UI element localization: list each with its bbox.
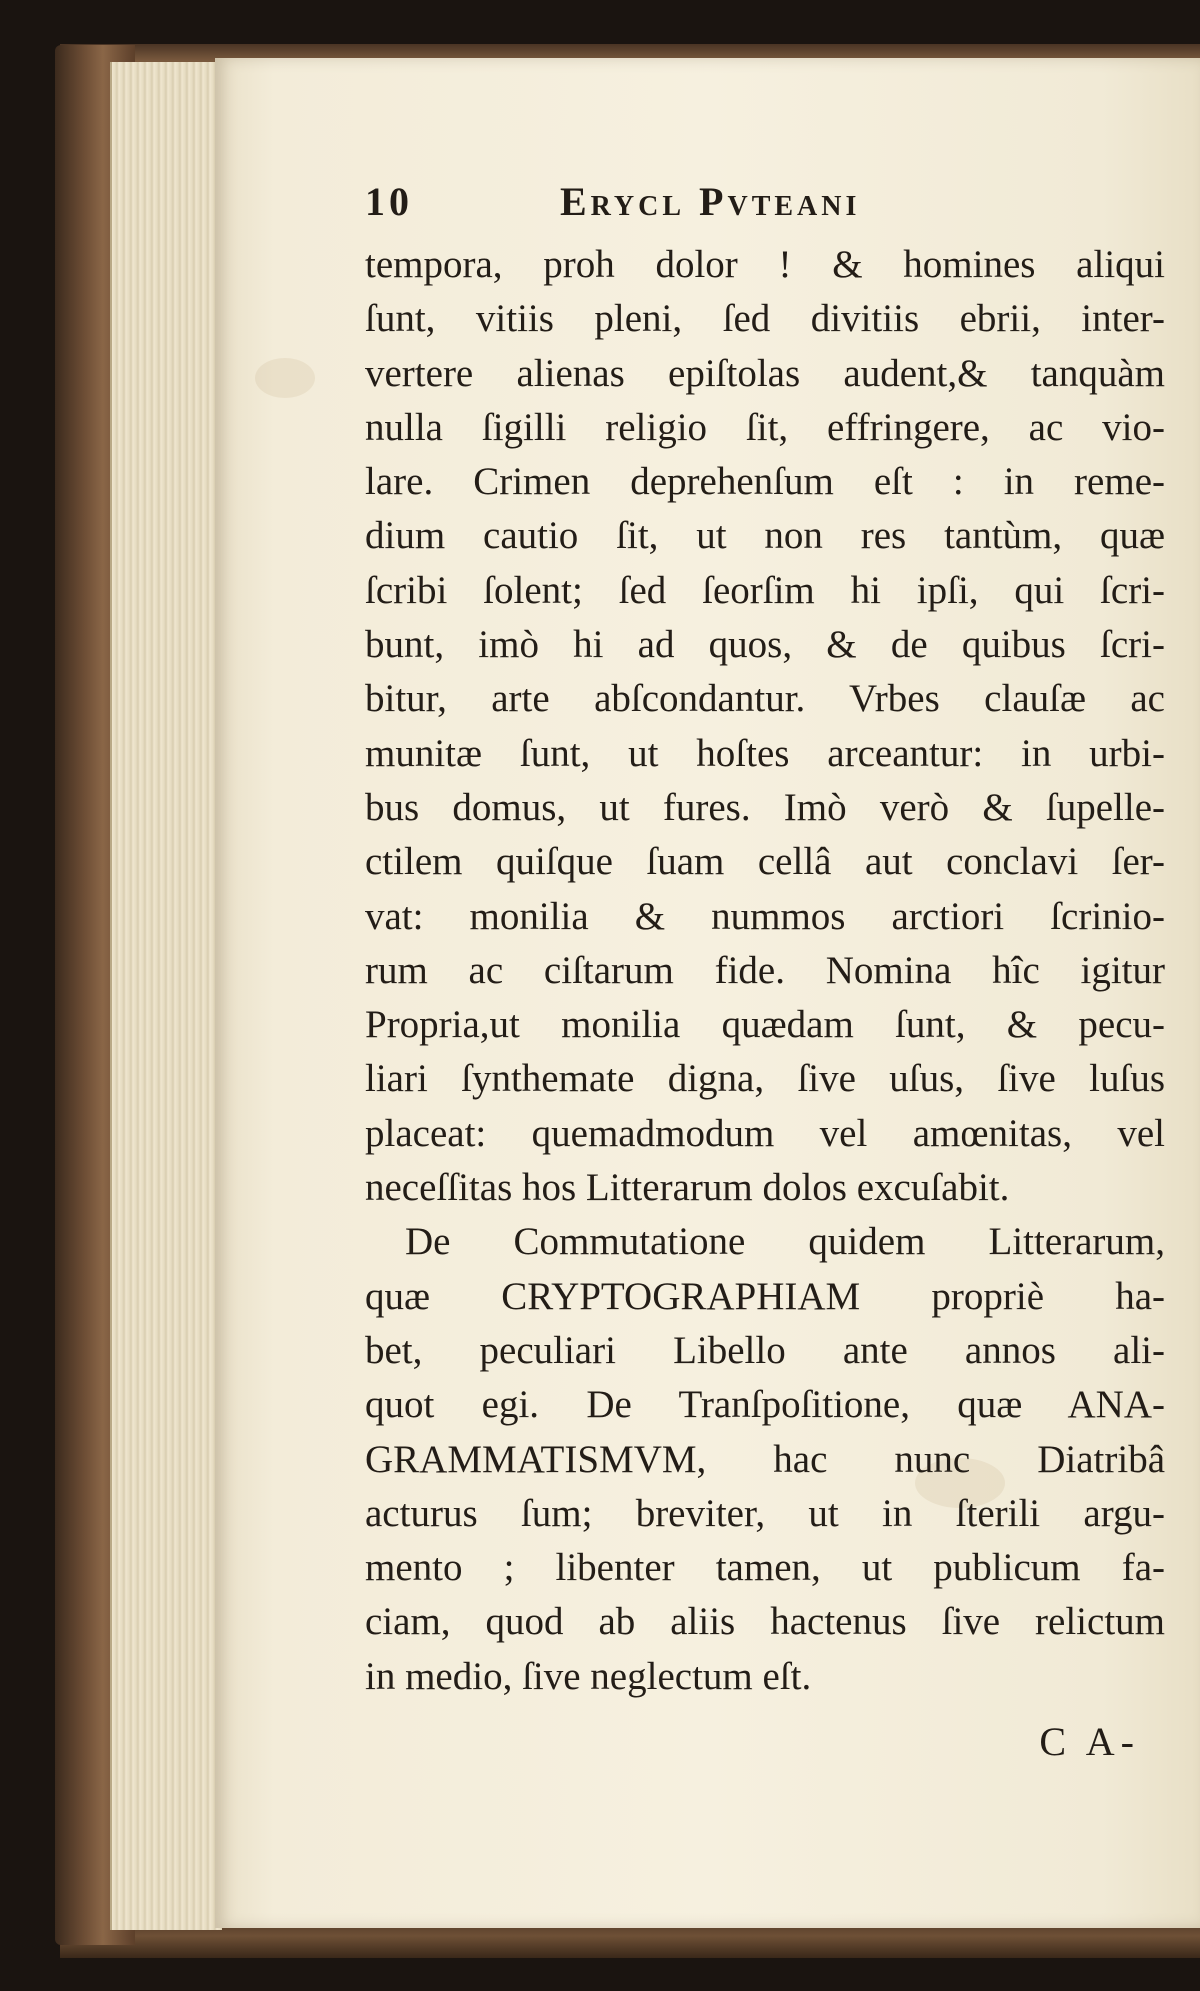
body-line: tempora, proh dolor ! & homines aliqui	[365, 243, 1165, 286]
body-line: bunt, imò hi ad quos, & de quibus ſcri-	[365, 623, 1165, 667]
body-line: quot egi. De Tranſpoſitione, quæ ANA-	[365, 1383, 1165, 1427]
catchword: C A-	[1039, 1719, 1140, 1764]
body-line: nulla ſigilli religio ſit, effringere, ac vio-	[365, 405, 1165, 449]
page-edges	[110, 62, 222, 1930]
body-line: dium cautio ſit, ut non res tantùm, quæ	[365, 514, 1165, 558]
body-line: placeat: quemadmodum vel amœnitas, vel	[365, 1111, 1165, 1155]
body-line: bet, peculiari Libello ante annos ali-	[365, 1328, 1165, 1372]
body-line: vat: monilia & nummos arctiori ſcrinio-	[365, 894, 1165, 938]
body-line: ſcribi ſolent; ſed ſeorſim hi ipſi, qui ſcri-	[365, 568, 1165, 612]
body-line: GRAMMATISMVM, hac nunc Diatribâ	[365, 1437, 1165, 1481]
body-line: ciam, quod ab aliis hactenus ſive relictum	[365, 1600, 1165, 1644]
body-line: ſunt, vitiis pleni, ſed divitiis ebrii, inter-	[365, 297, 1165, 341]
body-line: bus domus, ut fures. Imò verò & ſupelle-	[365, 785, 1165, 829]
body-line: neceſſitas hos Litterarum dolos excuſabit.	[365, 1166, 1010, 1210]
text-block	[365, 178, 1165, 1704]
body-line: liari ſynthemate digna, ſive uſus, ſive luſus	[365, 1057, 1165, 1101]
body-line: bitur, arte abſcondantur. Vrbes clauſæ ac	[365, 677, 1165, 721]
body-line: rum ac ciſtarum fide. Nomina hîc igitur	[365, 948, 1165, 992]
body-line: De Commutatione quidem Litterarum,	[405, 1220, 1165, 1264]
body-line: acturus ſum; breviter, ut in ſterili argu-	[365, 1491, 1165, 1535]
body-line: vertere alienas epiſtolas audent,& tanquàm	[365, 351, 1165, 395]
body-line: quæ CRYPTOGRAPHIAM propriè ha-	[365, 1274, 1165, 1318]
running-head	[365, 178, 1165, 238]
body-text	[365, 238, 1165, 1704]
body-line: munitæ ſunt, ut hoſtes arceantur: in urbi-	[365, 731, 1165, 775]
body-line: in medio, ſive neglectum eſt.	[365, 1654, 812, 1698]
body-line: ctilem quiſque ſuam cellâ aut conclavi ſer-	[365, 840, 1165, 884]
body-line: lare. Crimen deprehenſum eſt : in reme-	[365, 460, 1165, 504]
running-title: Erycl Pvteani	[560, 179, 861, 224]
body-line: mento ; libenter tamen, ut publicum fa-	[365, 1546, 1165, 1590]
page-number: 10	[365, 179, 413, 224]
foxing-spot	[255, 358, 315, 398]
book-page	[215, 58, 1200, 1928]
body-line: Propria,ut monilia quædam ſunt, & pecu-	[365, 1003, 1165, 1047]
